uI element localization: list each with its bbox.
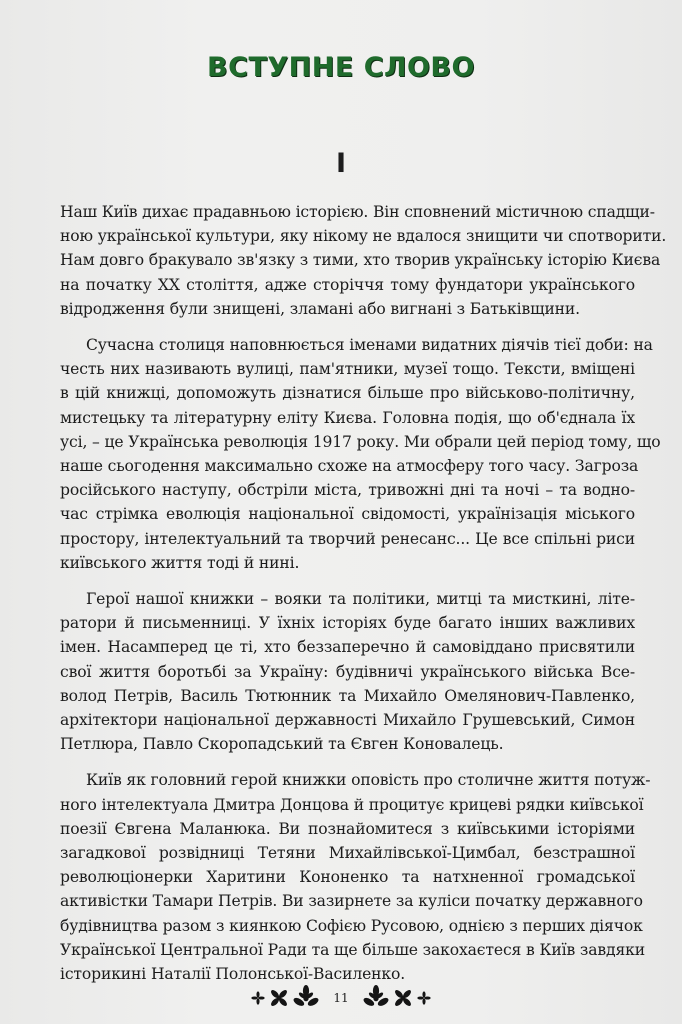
- medium-flower-icon: [269, 988, 289, 1008]
- text-line: Герої нашої книжки – вояки та політики, митці та мисткині, літе-: [86, 590, 635, 609]
- text-line: наше сьогодення максимально схоже на атмосферу того часу. Загроза: [60, 457, 639, 476]
- text-line: революціонерки Харитини Кононенко та натхненної громадської: [60, 868, 635, 887]
- text-line: свої життя боротьбі за Україну: будівничі українського війська Все-: [60, 662, 635, 681]
- small-flower-icon: [251, 991, 265, 1005]
- text-line: історикині Наталії Полонської-Василенко.: [60, 965, 406, 984]
- text-line: Київ як головний герой книжки оповість про столичне життя потуж-: [86, 771, 651, 790]
- text-line: відродження були знищені, зламані або вигнані з Батьківщини.: [60, 299, 580, 318]
- text-line: ною української культури, яку нікому не вдалося знищити чи спотворити.: [60, 227, 667, 246]
- text-line: архітектори національної державності Михайло Грушевський, Симон: [60, 711, 635, 730]
- text-line: волод Петрів, Василь Тютюнник та Михайло Омелянович-Павленко,: [60, 686, 635, 705]
- large-flower-icon: [363, 985, 389, 1011]
- text-line: ратори й письменниці. У їхніх історіях буде багато інших важливих: [60, 614, 635, 633]
- medium-flower-icon: [393, 988, 413, 1008]
- text-line: Наш Київ дихає прадавньою історією. Він сповнений містичною спадщи-: [60, 203, 655, 221]
- text-line: на початку ХХ століття, адже сторіччя тому фундатори українського: [60, 275, 635, 294]
- small-flower-icon: [417, 991, 431, 1005]
- paragraph-1: [60, 200, 667, 321]
- section-number: I: [335, 148, 347, 179]
- text-line: ного інтелектуала Дмитра Донцова й процитує крицеві рядки київської: [60, 795, 644, 814]
- text-line: честь них називають вулиці, пам'ятники, музеї тощо. Тексти, вміщені: [60, 360, 635, 379]
- text-line: час стрімка еволюція національної свідомості, українізація міського: [60, 505, 635, 524]
- body-text: [60, 200, 667, 998]
- page-number: 11: [333, 991, 349, 1005]
- paragraph-3: [60, 587, 635, 756]
- page-title: ВСТУПНЕ СЛОВО: [207, 52, 475, 83]
- paragraph-2: [60, 333, 661, 575]
- page-footer: [0, 983, 682, 1013]
- text-line: в цій книжці, допоможуть дізнатися більше про військово-політичну,: [60, 384, 635, 403]
- text-line: активістки Тамари Петрів. Ви зазирнете за куліси початку державного: [60, 892, 643, 911]
- text-line: імен. Насамперед це ті, хто беззаперечно й самовіддано присвятили: [60, 638, 635, 657]
- text-line: усі, – це Українська революція 1917 року. Ми обрали цей період тому, що: [60, 432, 661, 451]
- text-line: загадкової розвідниці Тетяни Михайлівської-Цимбал, безстрашної: [60, 844, 635, 863]
- text-line: київського життя тоді й нині.: [60, 553, 300, 572]
- text-line: Петлюра, Павло Скоропадський та Євген Коновалець.: [60, 735, 504, 754]
- text-line: російського наступу, обстріли міста, тривожні дні та ночі – та водно-: [60, 481, 635, 500]
- paragraph-4: [60, 768, 651, 986]
- text-line: Сучасна столиця наповнюється іменами видатних діячів тієї доби: на: [86, 336, 653, 355]
- text-line: будівництва разом з киянкою Софією Русовою, однією з перших діячок: [60, 916, 643, 935]
- text-line: Української Центральної Ради та ще більше закохаєтеся в Київ завдяки: [60, 940, 646, 959]
- text-line: простору, інтелектуальний та творчий ренесанс... Це все спільні риси: [60, 529, 635, 548]
- text-line: мистецьку та літературну еліту Києва. Головна подія, що об'єднала їх: [60, 408, 635, 427]
- large-flower-icon: [293, 985, 319, 1011]
- text-line: Нам довго бракувало зв'язку з тими, хто творив українську історію Києва: [60, 251, 661, 270]
- text-line: поезії Євгена Маланюка. Ви познайомитеся з київськими історіями: [60, 819, 635, 838]
